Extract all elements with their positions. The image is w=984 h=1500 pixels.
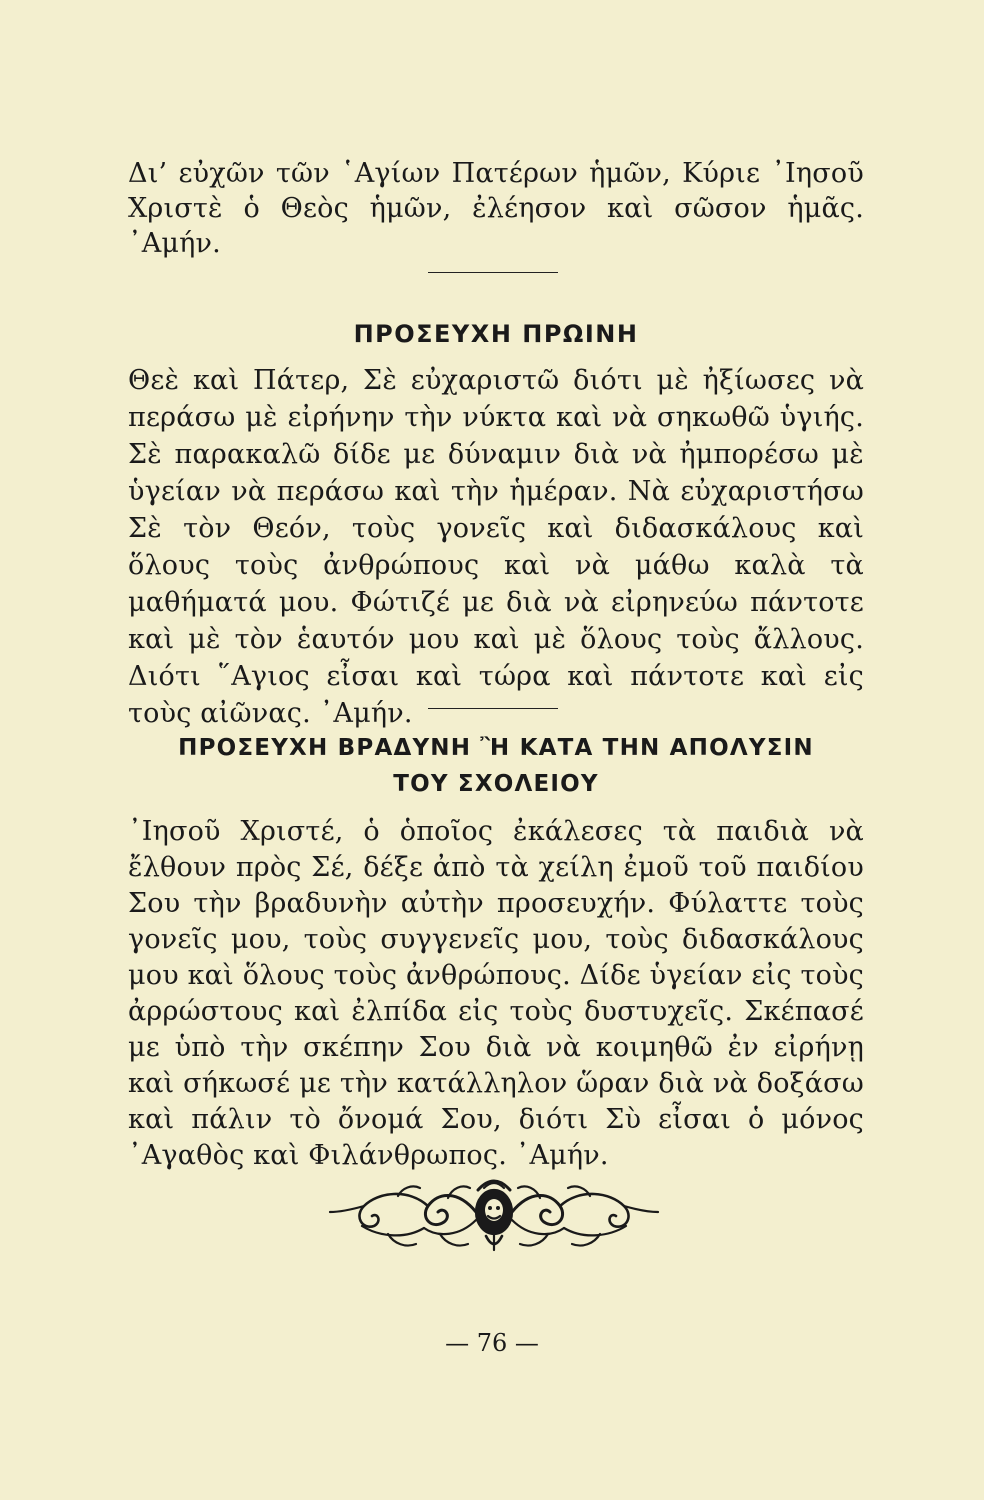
section-divider bbox=[428, 272, 558, 273]
page-number: — 76 — bbox=[445, 1329, 539, 1357]
evening-prayer-title bbox=[128, 730, 864, 802]
opening-prayer-text: Δι’ εὐχῶν τῶν ῾Αγίων Πατέρων ἡμῶν, Κύριε ᾿Ιησοῦ Χριστὲ ὁ Θεὸς ἡμῶν, ἐλέησον καὶ σῶσον ἡμᾶς. ᾿Αμήν. bbox=[128, 158, 864, 259]
decorative-ornament-icon bbox=[328, 1170, 660, 1254]
morning-prayer-title: ΠΡΟΣΕΥΧΗ ΠΡΩΙΝΗ bbox=[353, 320, 639, 348]
section-divider bbox=[428, 708, 558, 709]
morning-prayer-text: Θεὲ καὶ Πάτερ, Σὲ εὐχαριστῶ διότι μὲ ἠξίωσες νὰ περάσω μὲ εἰρήνην τὴν νύκτα καὶ νὰ σηκωθῶ ὑγιής. Σὲ παρακαλῶ δίδε με δύναμιν διὰ νὰ ἠμπορέσω μὲ ὑγείαν νὰ περάσω καὶ τὴν ἡμέραν. Νὰ εὐχαριστήσω Σὲ τὸν Θεόν, τοὺς γονεῖς καὶ διδασκάλους καὶ ὅλους τοὺς ἀνθρώπους καὶ νὰ μάθω καλὰ τὰ μαθήματά μου. Φώτιζέ με διὰ νὰ εἰρηνεύω πάντοτε καὶ μὲ τὸν ἑαυτόν μου καὶ μὲ ὅλους τοὺς ἄλλους. Διότι ῞Αγιος εἶσαι καὶ τώρα καὶ πάντοτε καὶ εἰς τοὺς αἰῶνας. ᾿Αμήν. bbox=[128, 365, 864, 729]
evening-prayer-text: ᾿Ιησοῦ Χριστέ, ὁ ὁποῖος ἐκάλεσες τὰ παιδιὰ νὰ ἔλθουν πρὸς Σέ, δέξε ἀπὸ τὰ χείλη ἐμοῦ τοῦ παιδίου Σου τὴν βραδυνὴν αὐτὴν προσευχήν. Φύλαττε τοὺς γονεῖς μου, τοὺς συγγενεῖς μου, τοὺς διδασκάλους μου καὶ ὅλους τοὺς ἀνθρώπους. Δίδε ὑγείαν εἰς τοὺς ἀρρώστους καὶ ἐλπίδα εἰς τοὺς δυστυχεῖς. Σκέπασέ με ὑπὸ τὴν σκέπην Σου διὰ νὰ κοιμηθῶ ἐν εἰρήνῃ καὶ σήκωσέ με τὴν κατάλληλον ὥραν διὰ νὰ δοξάσω καὶ πάλιν τὸ ὄνομά Σου, διότι Σὺ εἶσαι ὁ μόνος ᾿Αγαθὸς καὶ Φιλάνθρωπος. ᾿Αμήν. bbox=[128, 816, 864, 1171]
evening-prayer-title-line-2: ΤΟΥ ΣΧΟΛΕΙΟΥ bbox=[393, 771, 599, 797]
evening-prayer-title-line-1: ΠΡΟΣΕΥΧΗ ΒΡΑΔΥΝΗ Ἢ ΚΑΤΑ ΤΗΝ ΑΠΟΛΥΣΙΝ bbox=[178, 735, 814, 761]
